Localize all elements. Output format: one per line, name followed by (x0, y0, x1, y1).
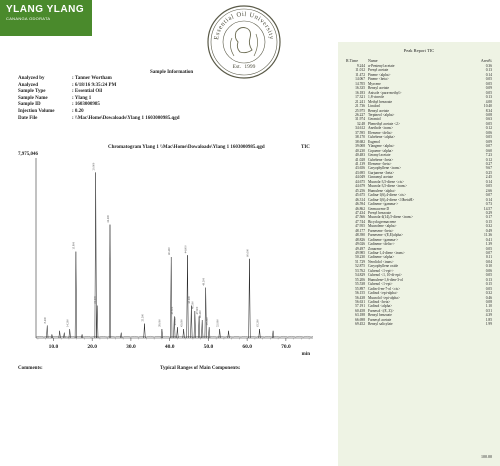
peak-compound: Phenethyl acetate <2> (368, 121, 400, 126)
peak-compound: Cubenol <1-epi> (368, 282, 393, 287)
peak-compound: Muurolol <epi-alpha> (368, 295, 400, 300)
peak-rt-label: 33.500 (141, 313, 145, 322)
baseline-trace (36, 336, 313, 337)
peak-rtime: 34.612 (355, 126, 365, 131)
peak-compound: Germacrene D (368, 206, 390, 211)
peak-rtime: 49.026 (355, 242, 365, 247)
x-tick-label: 20.0 (87, 344, 97, 350)
peak-area: 0.05 (485, 121, 492, 126)
sample-info-key: Analyzed by (18, 76, 45, 81)
peak-rt-label: 60.600 (246, 249, 250, 257)
peak-rtime: 47.434 (355, 210, 365, 215)
peak-compound: Cadinol <epi-alpha> (368, 291, 398, 296)
peak-rt-label: 43.600 (180, 319, 184, 327)
peak-area: 1.85 (485, 317, 492, 322)
peak-rtime: 16.183 (355, 90, 365, 95)
x-tick-label: 50.0 (203, 344, 214, 350)
peak-area: 0.41 (485, 237, 492, 242)
peak-area: 0.05 (485, 90, 492, 95)
peak-compound: Copaene <alpha> (368, 148, 394, 153)
peak-rt-label: 20.900 (92, 162, 96, 171)
peak-rtime: 54.829 (355, 273, 365, 278)
peak-compound: Geraniol (368, 117, 381, 122)
chromatogram-peak (198, 316, 200, 338)
peak-compound: Methyl benzoate (368, 99, 393, 104)
peak-compound: Muurola-4(14),5-diene <trans> (368, 215, 413, 220)
peak-rtime: 11.012 (355, 68, 365, 73)
peak-rtime: 66.698 (355, 317, 365, 322)
peak-compound: Humulene-1,6-dien-3-ol (368, 277, 404, 282)
peak-area: 0.25 (485, 170, 492, 175)
peak-rt-label: 41.200 (171, 306, 175, 315)
peak-rtime: 21.241 (355, 99, 365, 104)
sample-info-row (18, 83, 180, 90)
peak-rtime: 55.538 (355, 282, 365, 287)
peak-rtime: 38.682 (355, 139, 365, 144)
peak-area: 0.05 (485, 184, 492, 189)
peak-area: 0.07 (485, 144, 492, 149)
peak-compound: Terpineol <alpha> (368, 112, 395, 117)
peak-area: 0.32 (485, 291, 492, 296)
peak-rtime: 43.695 (355, 170, 365, 175)
peak-area: 0.06 (485, 130, 492, 135)
sample-info-key: Analyzed (18, 82, 38, 88)
y-max-label: 7,975,046 (18, 152, 38, 157)
peak-area: 0.08 (485, 112, 492, 117)
peak-rt-label: 48.400 (199, 310, 202, 318)
peak-compound: Elemene <beta> (368, 161, 392, 166)
peak-area: 8.34 (485, 108, 492, 113)
peak-compound: Muurola-3,5-diene <trans> (368, 184, 407, 189)
sample-info-key: Injection Volume (18, 108, 55, 114)
chromatogram-peak (191, 306, 193, 338)
sample-info-row (18, 76, 180, 83)
x-tick-label: 30.0 (126, 344, 136, 350)
peak-compound: Bicyclogermacrene (368, 219, 396, 224)
comments-label: Comments: (18, 366, 43, 371)
peak-rtime: 11.472 (355, 72, 365, 77)
sample-info-row (18, 116, 180, 123)
sample-info-key: Sample Name (18, 95, 48, 101)
chromatogram-peak (259, 329, 261, 338)
peak-area: 1.10 (485, 304, 492, 309)
brand-banner (0, 0, 92, 36)
sample-info-value: : \\Mac\Home\Dowaloads\Ylang 1 1603000985.qgd (72, 115, 180, 121)
peak-rtime: 55.897 (355, 286, 365, 291)
peak-area: 0.13 (485, 68, 492, 73)
peak-compound: Cadinene <gamma-> (368, 202, 399, 207)
peak-compound: Cubebene <beta> (368, 157, 394, 162)
peak-compound: Muurolene <alpha> (368, 224, 397, 229)
peak-compound: Benzyl acetate (368, 108, 390, 113)
sample-info-value: : Ylang 1 (72, 95, 92, 101)
seal-figure-icon (235, 28, 252, 53)
chromatogram-peak (228, 331, 230, 338)
peak-compound: Cadinol <beta> (368, 300, 391, 305)
chromatogram-peak (63, 333, 65, 338)
peak-report-panel (338, 42, 500, 466)
chromatogram-peak (177, 327, 179, 338)
peak-area: 0.05 (485, 135, 492, 140)
tic-label: TIC (301, 145, 310, 150)
peak-area: 7.23 (485, 153, 492, 158)
peak-area: 0.12 (485, 126, 492, 131)
peak-area: 0.09 (485, 139, 492, 144)
peak-area: 0.12 (485, 157, 492, 162)
peak-rtime: 26.227 (355, 112, 365, 117)
peak-area: 0.36 (485, 64, 492, 68)
peak-area: 11.36 (484, 233, 492, 238)
chromatogram-peak (51, 334, 53, 338)
chromatogram-peak (205, 288, 207, 338)
sample-info-row (18, 96, 180, 103)
peak-rtime: 55.206 (355, 277, 365, 282)
peak-area: 0.11 (485, 255, 492, 260)
peak-rt-label: 52.900 (216, 319, 220, 327)
peak-compound: Caryophyllene <trans> (368, 166, 402, 171)
peak-compound: Pinene <beta> (368, 77, 389, 82)
peak-rt-label: 15.800 (72, 241, 76, 250)
peak-compound: Cubenol <1, 10-di-epi> (368, 273, 402, 278)
chromatogram-peak (81, 334, 83, 338)
chromatogram-peak (109, 225, 111, 338)
sample-info-value: : 1603000985 (72, 102, 100, 108)
peak-report-total: 100.00 (481, 454, 492, 459)
chromatogram-peak (201, 320, 203, 338)
sample-info-row (18, 89, 180, 96)
peak-rtime: 49.985 (355, 251, 365, 256)
peak-area: 4.00 (485, 99, 492, 104)
peak-compound: Linalool (368, 104, 381, 109)
peak-compound: Gurjunene <beta> (368, 170, 395, 175)
chromatogram-peak (219, 329, 221, 338)
peak-rt-label: 24.600 (106, 214, 110, 223)
peak-compound: Myrcene (368, 81, 381, 86)
peak-rtime: 53.762 (355, 268, 365, 273)
product-name: YLANG YLANG (6, 4, 85, 15)
peak-rtime: 48.177 (355, 228, 365, 233)
peak-rtime: 44.675 (355, 179, 365, 184)
peak-rtime: 40.483 (355, 153, 365, 158)
peak-area: 0.63 (485, 117, 492, 122)
svg-text:Essential Oil University (213, 11, 275, 40)
peak-compound: Benzyl benzoate (368, 313, 392, 318)
peak-compound: Prenyl acetate (368, 68, 389, 73)
peak-compound: Humulene <alpha> (368, 188, 396, 193)
peak-compound: 1,8-cineole (368, 95, 385, 100)
peak-compound: Anethole <trans> (368, 126, 394, 131)
peak-rtime: 63.188 (355, 313, 365, 318)
peak-compound: Anisole <para-methyl> (368, 90, 402, 95)
seal-est-label: Est. (232, 64, 242, 70)
peak-area: 0.46 (485, 295, 492, 300)
peak-rtime: 38.170 (355, 135, 365, 140)
header-rtime: R.Time (346, 58, 358, 63)
peak-compound: Cadinene <delta-> (368, 242, 395, 247)
chromatogram-title: Chromatogram Ylang 1 \\Mac\Home\Dowaloads\Ylang 1 1603000985.qgd (108, 145, 265, 150)
peak-rtime: 56.631 (355, 300, 365, 305)
peak-rtime: 40.230 (355, 148, 365, 153)
typical-ranges-label: Typical Ranges of Main Components: (160, 366, 241, 371)
sample-info-row (18, 102, 180, 109)
peak-rt-label: 50.200 (205, 317, 209, 326)
peak-area: 0.06 (485, 268, 492, 273)
peak-rtime: 46.594 (355, 202, 365, 207)
peak-compound: Pinene <alpha> (368, 72, 391, 77)
peak-rtime: 50.230 (355, 255, 365, 260)
peak-rtime: 56.155 (355, 291, 365, 296)
peak-rtime: 41.028 (355, 157, 365, 162)
chromatogram-peak (75, 252, 77, 338)
peak-area: 0.15 (485, 282, 492, 287)
peak-rtime: 21.736 (355, 104, 365, 109)
peak-rt-label: 47.600 (195, 306, 199, 315)
peak-area: 0.73 (485, 202, 492, 207)
peak-rtime: 16.335 (355, 86, 365, 91)
peak-area: 0.29 (485, 210, 492, 215)
sample-info-value: : 6/18/16 9:35:24 PM (72, 82, 117, 88)
sample-info-value: : 0.20 (72, 108, 84, 114)
header-area: Area% (480, 58, 492, 63)
peak-rtime: 43.656 (355, 166, 365, 171)
chromatogram-chart (32, 150, 317, 362)
peak-rtime: 32.48 (356, 121, 365, 126)
peak-rtime: 39.008 (355, 144, 365, 149)
peak-area: 1.99 (485, 322, 492, 327)
peak-compound: Cinnamyl acetate (368, 175, 394, 180)
peak-rtime: 47.955 (355, 224, 365, 229)
product-latin-name: CANANGA ODORATA (6, 16, 51, 21)
peak-rtime: 56.438 (355, 295, 365, 300)
peak-area: 0.15 (485, 219, 492, 224)
peak-area: 0.17 (485, 215, 492, 220)
peak-area: 0.51 (485, 308, 492, 313)
peak-compound: Farnesene <beta> (368, 228, 394, 233)
x-tick-label: 10.0 (48, 344, 59, 350)
peak-rt-label: 49.300 (202, 277, 206, 286)
peak-compound: Prenyl benzoate (368, 210, 392, 215)
peak-report-list (346, 64, 492, 327)
peak-rtime: 41.139 (355, 161, 365, 166)
peak-area: 4.39 (485, 313, 492, 318)
peak-rt-label: 42.000 (174, 317, 178, 326)
peak-area: 0.07 (485, 251, 492, 256)
sample-info-value: : Essential Oil (72, 89, 103, 95)
peak-compound: Cadinene <gamma-> (368, 237, 399, 242)
peak-compound: Farnesyl acetate (368, 317, 392, 322)
peak-area: 0.05 (485, 81, 492, 86)
chromatogram-peak (46, 325, 48, 338)
peak-rtime: 47.744 (355, 219, 365, 224)
peak-compound: Farnesene <(E,E)alpha> (368, 233, 403, 238)
peak-area: 0.05 (485, 286, 492, 291)
peak-compound: Cadin-4-en-7-ol <cis> (368, 286, 401, 291)
peak-rt-label: 63.200 (256, 319, 260, 327)
peak-compound: Ylangene <alpha> (368, 144, 395, 149)
peak-area: 0.05 (485, 77, 492, 82)
university-seal-logo (206, 4, 282, 80)
x-tick-label: 40.0 (164, 344, 175, 350)
peak-row (346, 322, 492, 326)
peak-area: 0.60 (485, 148, 492, 153)
peak-rtime: 25.975 (355, 108, 365, 113)
peak-area: 0.07 (485, 193, 492, 198)
peak-rt-label: 40.400 (168, 247, 172, 255)
peak-rtime: 44.049 (355, 175, 365, 180)
peak-area: 0.05 (485, 246, 492, 251)
peak-area: 0.27 (485, 161, 492, 166)
peak-rt-label: 21.300 (94, 295, 98, 304)
peak-compound: Cubebene <alpha> (368, 135, 396, 140)
sample-info-row (18, 109, 180, 116)
sample-info-title: Sample Information (150, 70, 194, 75)
peak-area: 0.04 (485, 259, 492, 264)
peak-rt-label: 46.500 (191, 301, 195, 309)
peak-area: 0.08 (485, 300, 492, 305)
peak-area: 14.57 (483, 206, 492, 211)
peak-compound: Eugenol (368, 139, 380, 144)
sample-info-table (18, 76, 180, 122)
peak-rt-label: 8.400 (44, 317, 48, 324)
peak-compound: Cadina-1(6),4-diene <cis> (368, 193, 406, 198)
peak-compound: Benzyl salicylate (368, 322, 393, 327)
peak-area: 1.39 (485, 242, 492, 247)
chromatogram-peak (120, 333, 122, 338)
peak-rtime: 60.458 (355, 308, 365, 313)
peak-rtime: 44.679 (355, 184, 365, 189)
peak-compound: Cadinol <alpha> (368, 304, 393, 309)
peak-area: 0.13 (485, 277, 492, 282)
sample-info-value: : Tanner Wortham (72, 76, 112, 81)
peak-rtime: 48.826 (355, 237, 365, 242)
peak-compound: α-Pentenyl acetate (368, 64, 395, 68)
peak-rtime: 51.729 (355, 259, 365, 264)
peak-compound: Benzyl acetate (368, 86, 390, 91)
peak-area: 0.14 (485, 179, 492, 184)
chromatogram-peak (96, 306, 98, 338)
peak-rtime: 47.566 (355, 215, 365, 220)
peak-area: 0.10 (485, 264, 492, 269)
peak-compound: Nerolidol <trans> (368, 259, 394, 264)
peak-rtime: 69.452 (355, 322, 365, 327)
peak-area: 10.40 (483, 104, 492, 109)
peak-rt-label: 45.600 (188, 295, 192, 304)
chromatogram-peak (208, 327, 210, 338)
peak-compound: Zonarene (368, 246, 382, 251)
peak-compound: Cadina-1,4-diene <trans> (368, 251, 405, 256)
seal-text: Essential Oil University (213, 10, 275, 41)
peak-compound: Caryophyllene oxide (368, 264, 399, 269)
seal-year: 1999 (244, 64, 256, 70)
peak-rtime: 48.390 (355, 233, 365, 238)
peak-rtime: 52.875 (355, 264, 365, 269)
chromatogram-peak (144, 324, 146, 338)
peak-rtime: 14.067 (355, 77, 365, 82)
peak-compound: Muurola-3,5-diene <cis> (368, 179, 404, 184)
peak-rt-label: 14.200 (66, 319, 70, 327)
peak-rt-label: 44.600 (184, 245, 188, 254)
peak-report-header (346, 58, 492, 63)
peak-rtime: 49.497 (355, 246, 365, 251)
peak-area: 0.13 (485, 95, 492, 100)
chromatogram-peak (95, 172, 97, 338)
peak-compound: Cubenol <1-epi-> (368, 268, 394, 273)
peak-compound: Geranyl acetate (368, 153, 391, 158)
peak-area: 9.67 (485, 166, 492, 171)
peak-area: 0.14 (485, 197, 492, 202)
sample-info-key: Sample Type (18, 89, 46, 95)
x-tick-label: 70.0 (281, 344, 291, 350)
peak-compound: Elemene <delta> (368, 130, 393, 135)
header-name: Name (368, 58, 378, 63)
peak-compound: Farnesol <(E, Z)> (368, 308, 394, 313)
peak-area: 2.66 (485, 188, 492, 193)
chromatogram-peak (249, 259, 251, 338)
peak-area: 0.14 (485, 72, 492, 77)
peak-area: 2.45 (485, 175, 492, 180)
x-tick-label: 60.0 (242, 344, 252, 350)
chromatogram-peak (161, 329, 163, 338)
peak-area: 0.32 (485, 224, 492, 229)
peak-rtime: 46.314 (355, 197, 365, 202)
sample-info-key: Sample ID (18, 102, 41, 108)
peak-rt-label: 38.000 (158, 319, 162, 327)
peak-rtime: 46.862 (355, 206, 365, 211)
peak-area: 0.49 (485, 228, 492, 233)
peak-compound: Cadinene <alpha> (368, 255, 395, 260)
sample-info-key: Date File (18, 115, 38, 121)
peak-area: 0.05 (485, 273, 492, 278)
peak-report-title: Peak Report TIC (403, 48, 435, 53)
peak-rtime: 57.191 (355, 304, 365, 309)
svg-text:Est. 1999 (233, 64, 256, 70)
peak-rtime: 31.974 (355, 117, 365, 122)
peak-area: 0.09 (485, 86, 492, 91)
x-axis-unit: min (301, 352, 310, 357)
peak-rtime: 14.705 (355, 81, 365, 86)
peak-rtime: 37.595 (355, 130, 365, 135)
peak-compound: Cadina-1(6),4-diene <10betaH> (368, 197, 415, 202)
peak-rtime: 17.321 (355, 95, 365, 100)
peak-rtime: 9.244 (356, 64, 365, 68)
peak-rtime: 45.675 (355, 193, 365, 198)
peak-rtime: 45.256 (355, 188, 365, 193)
